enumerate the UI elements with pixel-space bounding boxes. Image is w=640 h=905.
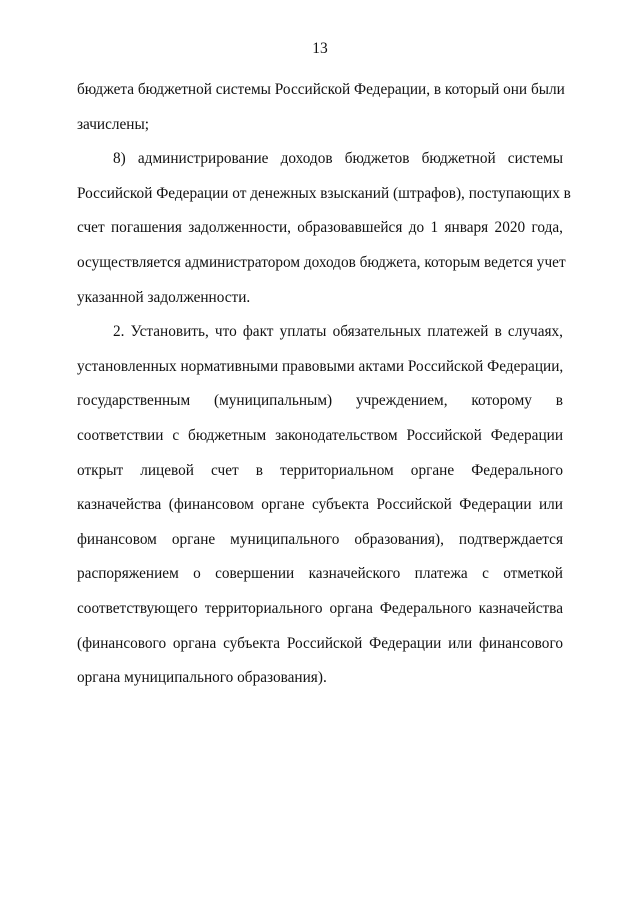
text-line: (финансового органа субъекта Российской Федерации или финансового (77, 634, 563, 652)
text-line: осуществляется администратором доходов бюджета, которым ведется учет (77, 253, 566, 271)
text-line: соответствующего территориального органа Федерального казначейства (77, 599, 563, 617)
text-line: распоряжением о совершении казначейского платежа с отметкой (77, 565, 563, 583)
text-line: 2. Установить, что факт уплаты обязательных платежей в случаях, (113, 323, 563, 341)
text-line: бюджета бюджетной системы Российской Федерации, в который они были (77, 81, 565, 98)
paragraph (77, 142, 571, 315)
text-line: счет погашения задолженности, образовавшейся до 1 января 2020 года, (77, 219, 563, 237)
text-line: финансовом органе муниципального образования), подтверждается (77, 530, 563, 548)
text-line: указанной задолженности. (77, 288, 251, 306)
paragraph (77, 73, 563, 142)
text-line: 8) администрирование доходов бюджетов бюджетной системы (113, 150, 563, 168)
text-line: органа муниципального образования). (77, 669, 327, 687)
text-line: соответствии с бюджетным законодательством Российской Федерации (77, 426, 563, 444)
document-body (77, 73, 571, 696)
text-line: государственным (муниципальным) учреждением, которому в (77, 392, 563, 410)
page-number: 13 (312, 40, 328, 57)
text-line: казначейства (финансовом органе субъекта Российской Федерации или (77, 496, 563, 514)
text-line: зачислены; (77, 115, 150, 133)
paragraph (77, 315, 563, 696)
text-line: установленных нормативными правовыми актами Российской Федерации, (77, 357, 564, 375)
text-line: Российской Федерации от денежных взысканий (штрафов), поступающих в (77, 184, 571, 202)
text-line: открыт лицевой счет в территориальном органе Федерального (77, 461, 563, 479)
